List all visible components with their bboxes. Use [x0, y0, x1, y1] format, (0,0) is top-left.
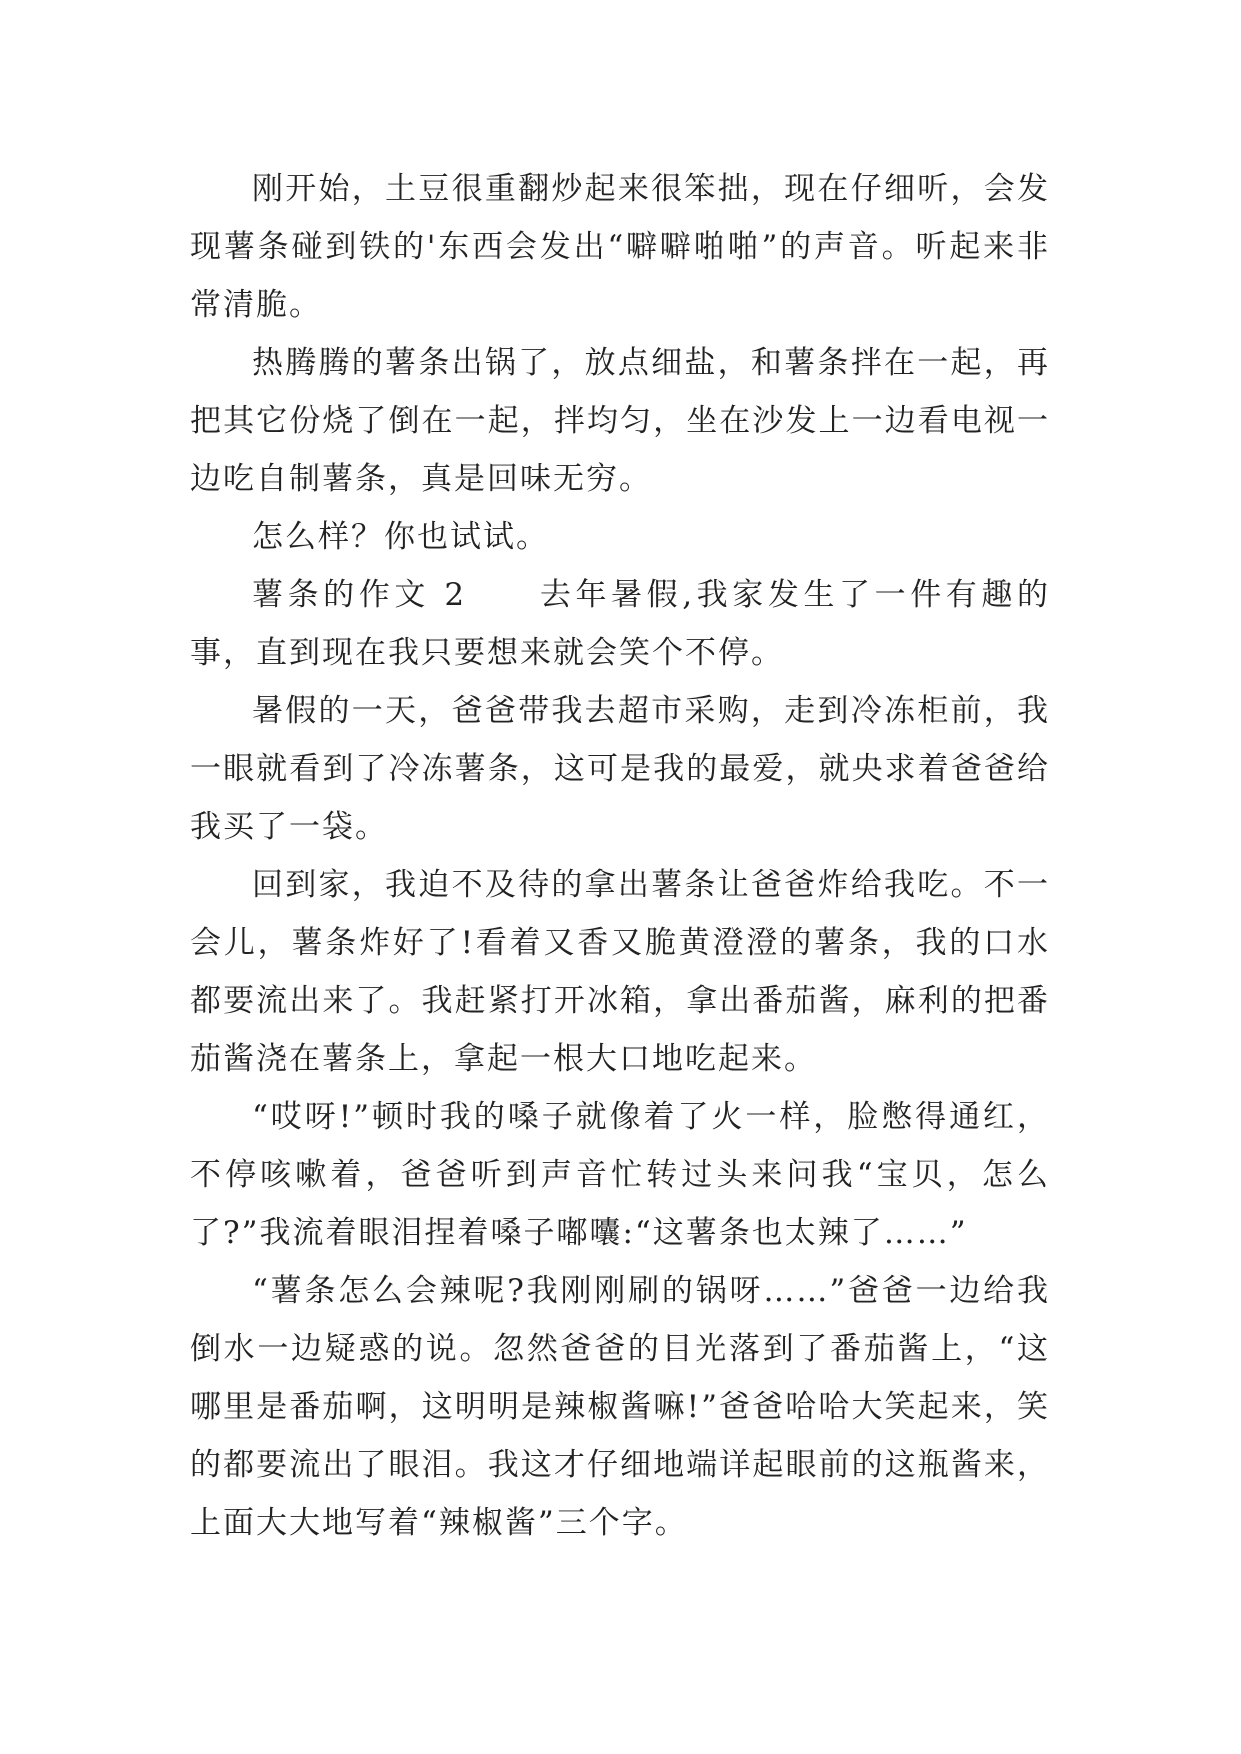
document-body	[190, 160, 1050, 1552]
paragraph: 刚开始，土豆很重翻炒起来很笨拙，现在仔细听，会发现薯条碰到铁的'东西会发出“噼噼啪啪”的声音。听起来非常清脆。	[190, 171, 1050, 323]
paragraph: 回到家，我迫不及待的拿出薯条让爸爸炸给我吃。不一会儿，薯条炸好了!看着又香又脆黄澄澄的薯条，我的口水都要流出来了。我赶紧打开冰箱，拿出番茄酱，麻利的把番茄酱浇在薯条上，拿起一根大口地吃起来。	[190, 867, 1050, 1077]
paragraph: 怎么样？你也试试。	[252, 519, 549, 555]
paragraph: “哎呀!”顿时我的嗓子就像着了火一样，脸憋得通红，不停咳嗽着，爸爸听到声音忙转过头来问我“宝贝，怎么了?”我流着眼泪捏着嗓子嘟囔:“这薯条也太辣了……”	[190, 1099, 1050, 1251]
paragraph: “薯条怎么会辣呢?我刚刚刷的锅呀……”爸爸一边给我倒水一边疑惑的说。忽然爸爸的目光落到了番茄酱上，“这哪里是番茄啊，这明明是辣椒酱嘛!”爸爸哈哈大笑起来，笑的都要流出了眼泪。我这才仔细地端详起眼前的这瓶酱来，上面大大地写着“辣椒酱”三个字。	[190, 1273, 1050, 1541]
section-heading-paragraph: 薯条的作文 2 去年暑假,我家发生了一件有趣的事，直到现在我只要想来就会笑个不停。	[190, 577, 1050, 671]
paragraph: 热腾腾的薯条出锅了，放点细盐，和薯条拌在一起，再把其它份烧了倒在一起，拌均匀，坐在沙发上一边看电视一边吃自制薯条，真是回味无穷。	[190, 345, 1050, 497]
paragraph: 暑假的一天，爸爸带我去超市采购，走到冷冻柜前，我一眼就看到了冷冻薯条，这可是我的最爱，就央求着爸爸给我买了一袋。	[190, 693, 1050, 845]
